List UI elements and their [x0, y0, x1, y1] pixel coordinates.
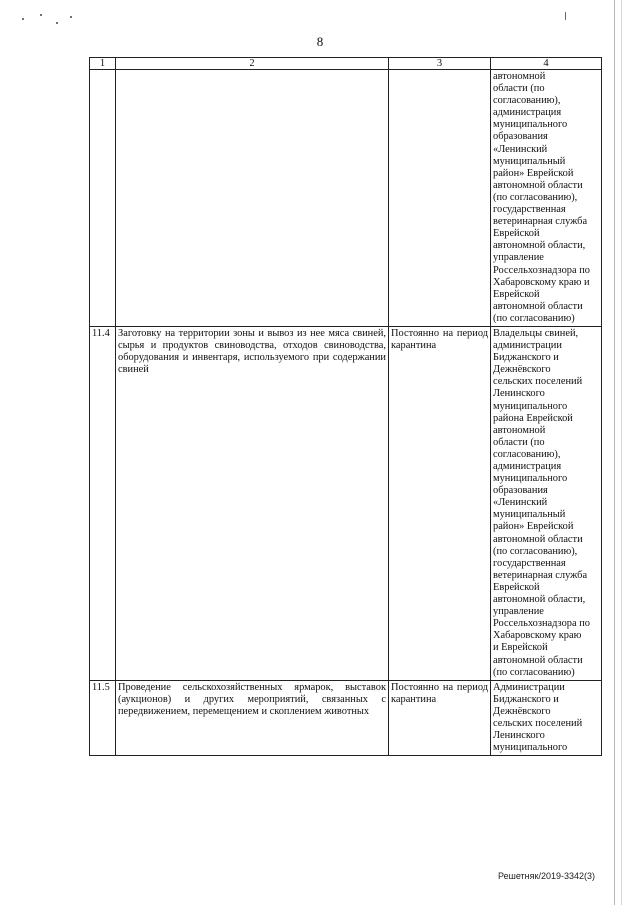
responsible-line: район» Еврейской [493, 167, 574, 179]
responsible-line: (по согласованию), [493, 191, 578, 203]
responsible-line: образования [493, 485, 548, 497]
responsible-line: муниципального [493, 742, 568, 754]
responsible-line: области (по [493, 83, 545, 95]
column-header-1: 1 [90, 58, 116, 70]
responsible-line: Хабаровскому краю и [493, 276, 590, 288]
responsible-line: Еврейской [493, 288, 540, 300]
scan-edge-line-secondary [621, 0, 622, 905]
responsible-line: образования [493, 131, 548, 143]
responsible-line: Владельцы свиней, [493, 327, 579, 339]
table-row [90, 680, 602, 756]
responsible-line: государственная [493, 557, 566, 569]
responsible-line: области (по [493, 436, 545, 448]
responsible-line: муниципальный [493, 509, 566, 521]
row-description: Заготовку на территории зоны и вывоз из нее мяса свиней, сырья и продуктов свиноводства, отходов свиноводства, оборудования и инвентаря, используемого при содержании свиней [116, 326, 389, 680]
row-description: Проведение сельскохозяйственных ярмарок, выставок (аукционов) и других мероприятий, связанных с передвижением, перемещением и скоплением животных [116, 680, 389, 756]
responsible-line: Администрации [493, 681, 565, 693]
row-number [90, 70, 116, 327]
responsible-line: Дежнёвского [493, 364, 551, 376]
scan-edge-line [614, 0, 615, 905]
responsible-line: ветеринарная служба [493, 569, 588, 581]
responsible-line: автономной области, [493, 240, 586, 252]
responsible-line: управление [493, 606, 544, 618]
row-description [116, 70, 389, 327]
responsible-line: государственная [493, 204, 566, 216]
table-row [90, 70, 602, 327]
responsible-line: администрации [493, 340, 562, 352]
responsible-line: район» Еврейской [493, 521, 574, 533]
responsible-line: Еврейской [493, 228, 540, 240]
responsible-line: Биджанского и [493, 352, 559, 364]
responsible-line: района Еврейской [493, 412, 573, 424]
responsible-line: автономной области, [493, 594, 586, 606]
row-responsible [491, 680, 602, 756]
responsible-line: Ленинского [493, 388, 545, 400]
responsible-line: Россельхознадзора по [493, 618, 590, 630]
responsible-line: (по согласованию) [493, 312, 575, 324]
column-header-3: 3 [389, 58, 491, 70]
responsible-line: Хабаровскому краю [493, 630, 582, 642]
table-header-row [90, 58, 602, 70]
row-number: 11.5 [90, 680, 116, 756]
responsible-line: согласованию), [493, 448, 561, 460]
responsible-line: администрация [493, 461, 562, 472]
responsible-line: автономной [493, 71, 546, 82]
row-responsible [491, 70, 602, 327]
row-period: Постоянно на период карантина [389, 680, 491, 756]
responsible-line: администрация [493, 107, 562, 119]
scan-speck [56, 22, 58, 24]
responsible-line: муниципального [493, 473, 568, 485]
scan-speck [70, 16, 72, 18]
responsible-line: и Еврейской [493, 642, 548, 654]
responsible-line: Биджанского и [493, 693, 559, 705]
responsible-line: Россельхознадзора по [493, 264, 590, 276]
scan-speck [40, 14, 42, 16]
table-row [90, 326, 602, 680]
responsible-line: «Ленинский [493, 497, 548, 509]
column-header-4: 4 [491, 58, 602, 70]
row-period: Постоянно на период карантина [389, 326, 491, 680]
column-header-2: 2 [116, 58, 389, 70]
row-responsible [491, 326, 602, 680]
responsible-line: автономной [493, 424, 546, 436]
row-period [389, 70, 491, 327]
responsible-line: Ленинского [493, 730, 545, 742]
responsible-line: автономной области [493, 300, 583, 312]
responsible-line: сельских поселений [493, 376, 583, 388]
responsible-line: управление [493, 252, 544, 264]
scan-mark [565, 12, 566, 20]
responsible-line: муниципального [493, 119, 568, 131]
document-code: Решетняк/2019-3342(3) [498, 871, 595, 881]
responsible-line: сельских поселений [493, 717, 583, 729]
responsible-line: автономной области [493, 654, 583, 666]
responsible-line: «Ленинский [493, 143, 548, 155]
responsible-line: автономной области [493, 179, 583, 191]
responsible-line: (по согласованию) [493, 666, 575, 678]
responsible-line: Дежнёвского [493, 705, 551, 717]
row-number: 11.4 [90, 326, 116, 680]
measures-table [89, 57, 602, 756]
responsible-line: муниципального [493, 400, 568, 412]
responsible-line: муниципальный [493, 155, 566, 167]
responsible-line: (по согласованию), [493, 545, 578, 557]
responsible-line: согласованию), [493, 95, 561, 107]
scan-speck [22, 18, 24, 20]
responsible-line: ветеринарная служба [493, 216, 588, 228]
responsible-line: Еврейской [493, 581, 540, 593]
page-number: 8 [316, 34, 324, 49]
responsible-line: автономной области [493, 533, 583, 545]
